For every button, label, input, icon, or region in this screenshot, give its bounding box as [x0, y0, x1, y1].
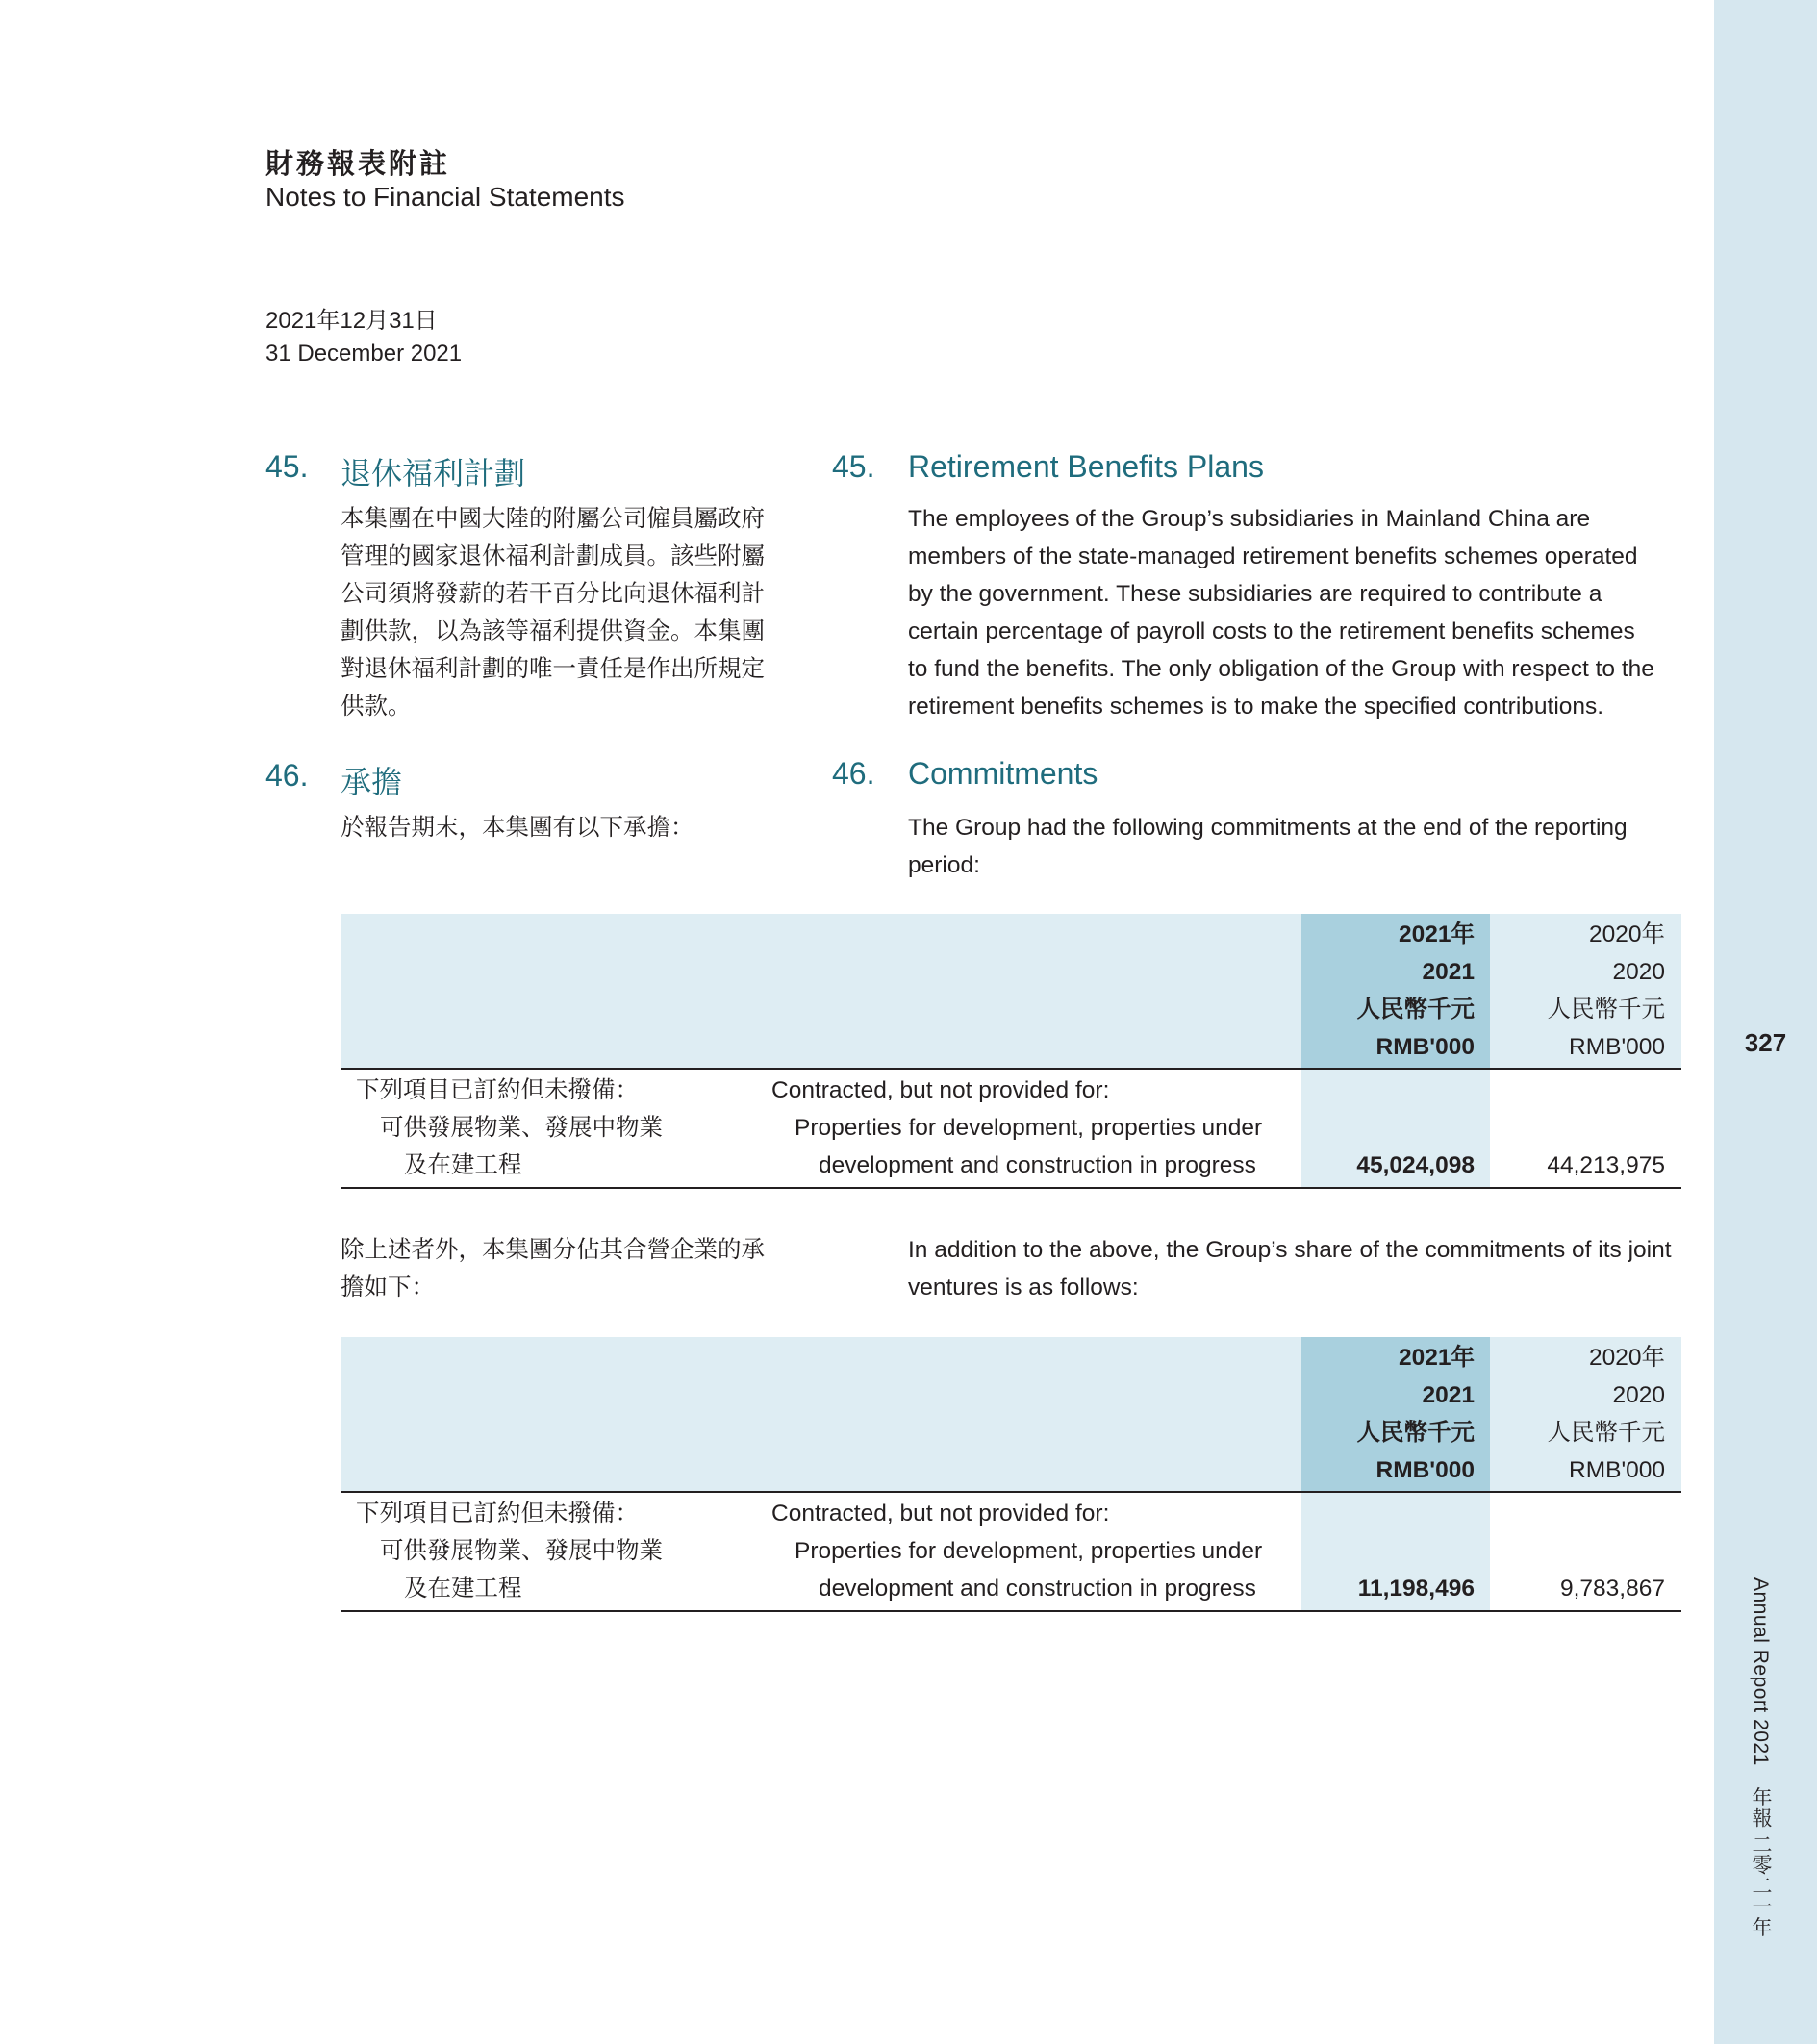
- row-label-en-line1: Contracted, but not provided for:: [771, 1501, 1110, 1527]
- joint-venture-intro-cn: 除上述者外，本集團分佔其合營企業的承 擔如下：: [341, 1237, 765, 1300]
- section-45-body-cn: 本集團在中國大陸的附屬公司僱員屬政府 管理的國家退休福利計劃成員。該些附屬 公司須將發薪的若干百分比向退休福利計 劃供款，以為該等福利提供資金。本集團 對退休福利計劃的唯一責任是作出所規定 供款。: [341, 506, 765, 719]
- date-en: 31 December 2021: [265, 341, 463, 366]
- header-title-en: Notes to Financial Statements: [265, 182, 625, 212]
- section-46-number-cn: 46.: [265, 758, 309, 793]
- table-row: [341, 1070, 1681, 1189]
- header-title-cn: 財務報表附註: [265, 147, 451, 180]
- row-label-cn-line3: 及在建工程: [404, 1576, 522, 1602]
- row-label-en-line2: Properties for development, properties under: [795, 1538, 1263, 1564]
- table-header: [341, 914, 1681, 1070]
- value-2021: 11,198,496: [1357, 1576, 1475, 1602]
- section-45-title-cn: 退休福利計劃: [341, 456, 526, 491]
- joint-venture-intro-en: In addition to the above, the Group’s share of the commitments of its joint ventures is as follows:: [908, 1237, 1672, 1300]
- section-46-body-en: The Group had the following commitments at the end of the reporting period:: [908, 815, 1628, 878]
- row-label-en-line3: development and construction in progress: [819, 1576, 1256, 1602]
- section-46-title-en: Commitments: [908, 756, 1098, 791]
- value-2020: 44,213,975: [1547, 1152, 1665, 1178]
- section-45-body-en: The employees of the Group’s subsidiaries in Mainland China are members of the state-managed retirement benefits schemes operated by the government. These subsidiaries are required to contribute a certain percentage of payroll costs to the retirement benefits schemes to fund the benefits. The only obligation of the Group with respect to the retirement benefits schemes is to make the specified contributions.: [908, 506, 1654, 719]
- value-2021: 45,024,098: [1356, 1152, 1475, 1178]
- page-number: 327: [1744, 1028, 1787, 1057]
- header-2021: 2021年 2021 人民幣千元 RMB'000: [1356, 1345, 1475, 1483]
- row-label-cn-line1: 下列項目已訂約但未撥備：: [356, 1501, 639, 1527]
- table-row: [341, 1493, 1681, 1612]
- section-45-number-cn: 45.: [265, 449, 309, 484]
- commitments-table: [341, 914, 1681, 1189]
- header-2021: 2021年 2021 人民幣千元 RMB'000: [1356, 921, 1475, 1060]
- value-2020: 9,783,867: [1560, 1576, 1665, 1602]
- joint-venture-commitments-table: [341, 1337, 1681, 1612]
- header-2020: 2020年 2020 人民幣千元 RMB'000: [1547, 1345, 1665, 1483]
- row-label-cn-line1: 下列項目已訂約但未撥備：: [356, 1077, 639, 1103]
- row-label-cn-line2: 可供發展物業、發展中物業: [380, 1115, 663, 1141]
- date-cn: 2021年12月31日: [265, 308, 438, 334]
- section-45-number-en: 45.: [832, 449, 875, 484]
- annual-report-footer: Annual Report 2021 年報 二零二一年: [1750, 1577, 1772, 1938]
- row-label-cn-line3: 及在建工程: [404, 1152, 522, 1178]
- section-45-title-en: Retirement Benefits Plans: [908, 449, 1264, 484]
- row-label-cn-line2: 可供發展物業、發展中物業: [380, 1538, 663, 1564]
- row-label-en-line2: Properties for development, properties under: [795, 1115, 1263, 1141]
- row-label-en-line3: development and construction in progress: [819, 1152, 1256, 1178]
- section-46-title-cn: 承擔: [341, 765, 403, 799]
- row-label-en-line1: Contracted, but not provided for:: [771, 1077, 1110, 1103]
- section-46-body-cn: 於報告期末，本集團有以下承擔：: [341, 815, 694, 841]
- section-46-number-en: 46.: [832, 756, 875, 791]
- table-header: [341, 1337, 1681, 1493]
- header-2020: 2020年 2020 人民幣千元 RMB'000: [1547, 921, 1665, 1060]
